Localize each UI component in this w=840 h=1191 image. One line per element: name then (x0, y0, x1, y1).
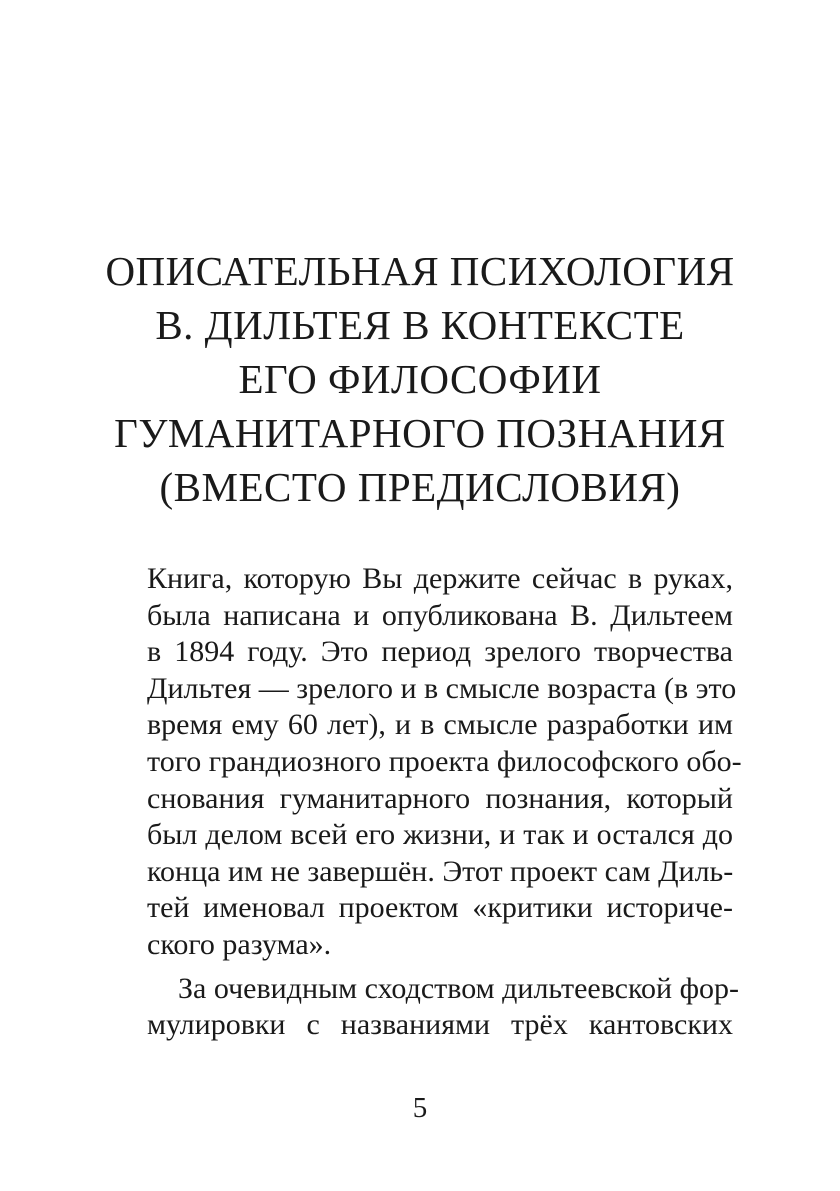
chapter-title (0, 244, 840, 514)
text-line: Книга, которую Вы держите сейчас в руках, (147, 562, 733, 595)
text-line: Дильтея — зрелого и в смысле возраста (в это (147, 671, 737, 705)
body-text (147, 561, 742, 1044)
chapter-title-line: ЕГО ФИЛОСОФИИ (238, 356, 602, 402)
paragraph-2 (147, 971, 740, 1044)
paragraph-spacing (147, 964, 733, 971)
text-line: была написана и опубликована В. Дильтеем (147, 598, 733, 632)
text-line: тей именовал проектом «критики историче- (147, 891, 733, 925)
text-line: был делом всей его жизни, и так и остался до (147, 818, 733, 852)
text-line: конца им не завершён. Этот проект сам Диль- (147, 854, 734, 888)
text-line: того грандиозного проекта философского обо- (147, 744, 742, 778)
text-line: в 1894 году. Это период зрелого творчества (147, 635, 733, 669)
text-line: ского разума». (147, 927, 332, 961)
text-line: За очевидным сходством дильтеевской фор- (178, 971, 740, 1005)
chapter-title-line: ГУМАНИТАРНОГО ПОЗНАНИЯ (114, 410, 726, 456)
text-line: снования гуманитарного познания, который (147, 781, 733, 815)
text-line: мулировки с названиями трёх кантовских (147, 1008, 733, 1042)
chapter-title-line: ОПИСАТЕЛЬНАЯ ПСИХОЛОГИЯ (105, 248, 735, 294)
chapter-title-line: (ВМЕСТО ПРЕДИСЛОВИЯ) (159, 464, 681, 510)
text-line: время ему 60 лет), и в смысле разработки им (147, 708, 733, 742)
paragraph-1 (147, 561, 742, 964)
chapter-title-line: В. ДИЛЬТЕЯ В КОНТЕКСТЕ (155, 302, 685, 348)
page-number: 5 (412, 1092, 428, 1124)
